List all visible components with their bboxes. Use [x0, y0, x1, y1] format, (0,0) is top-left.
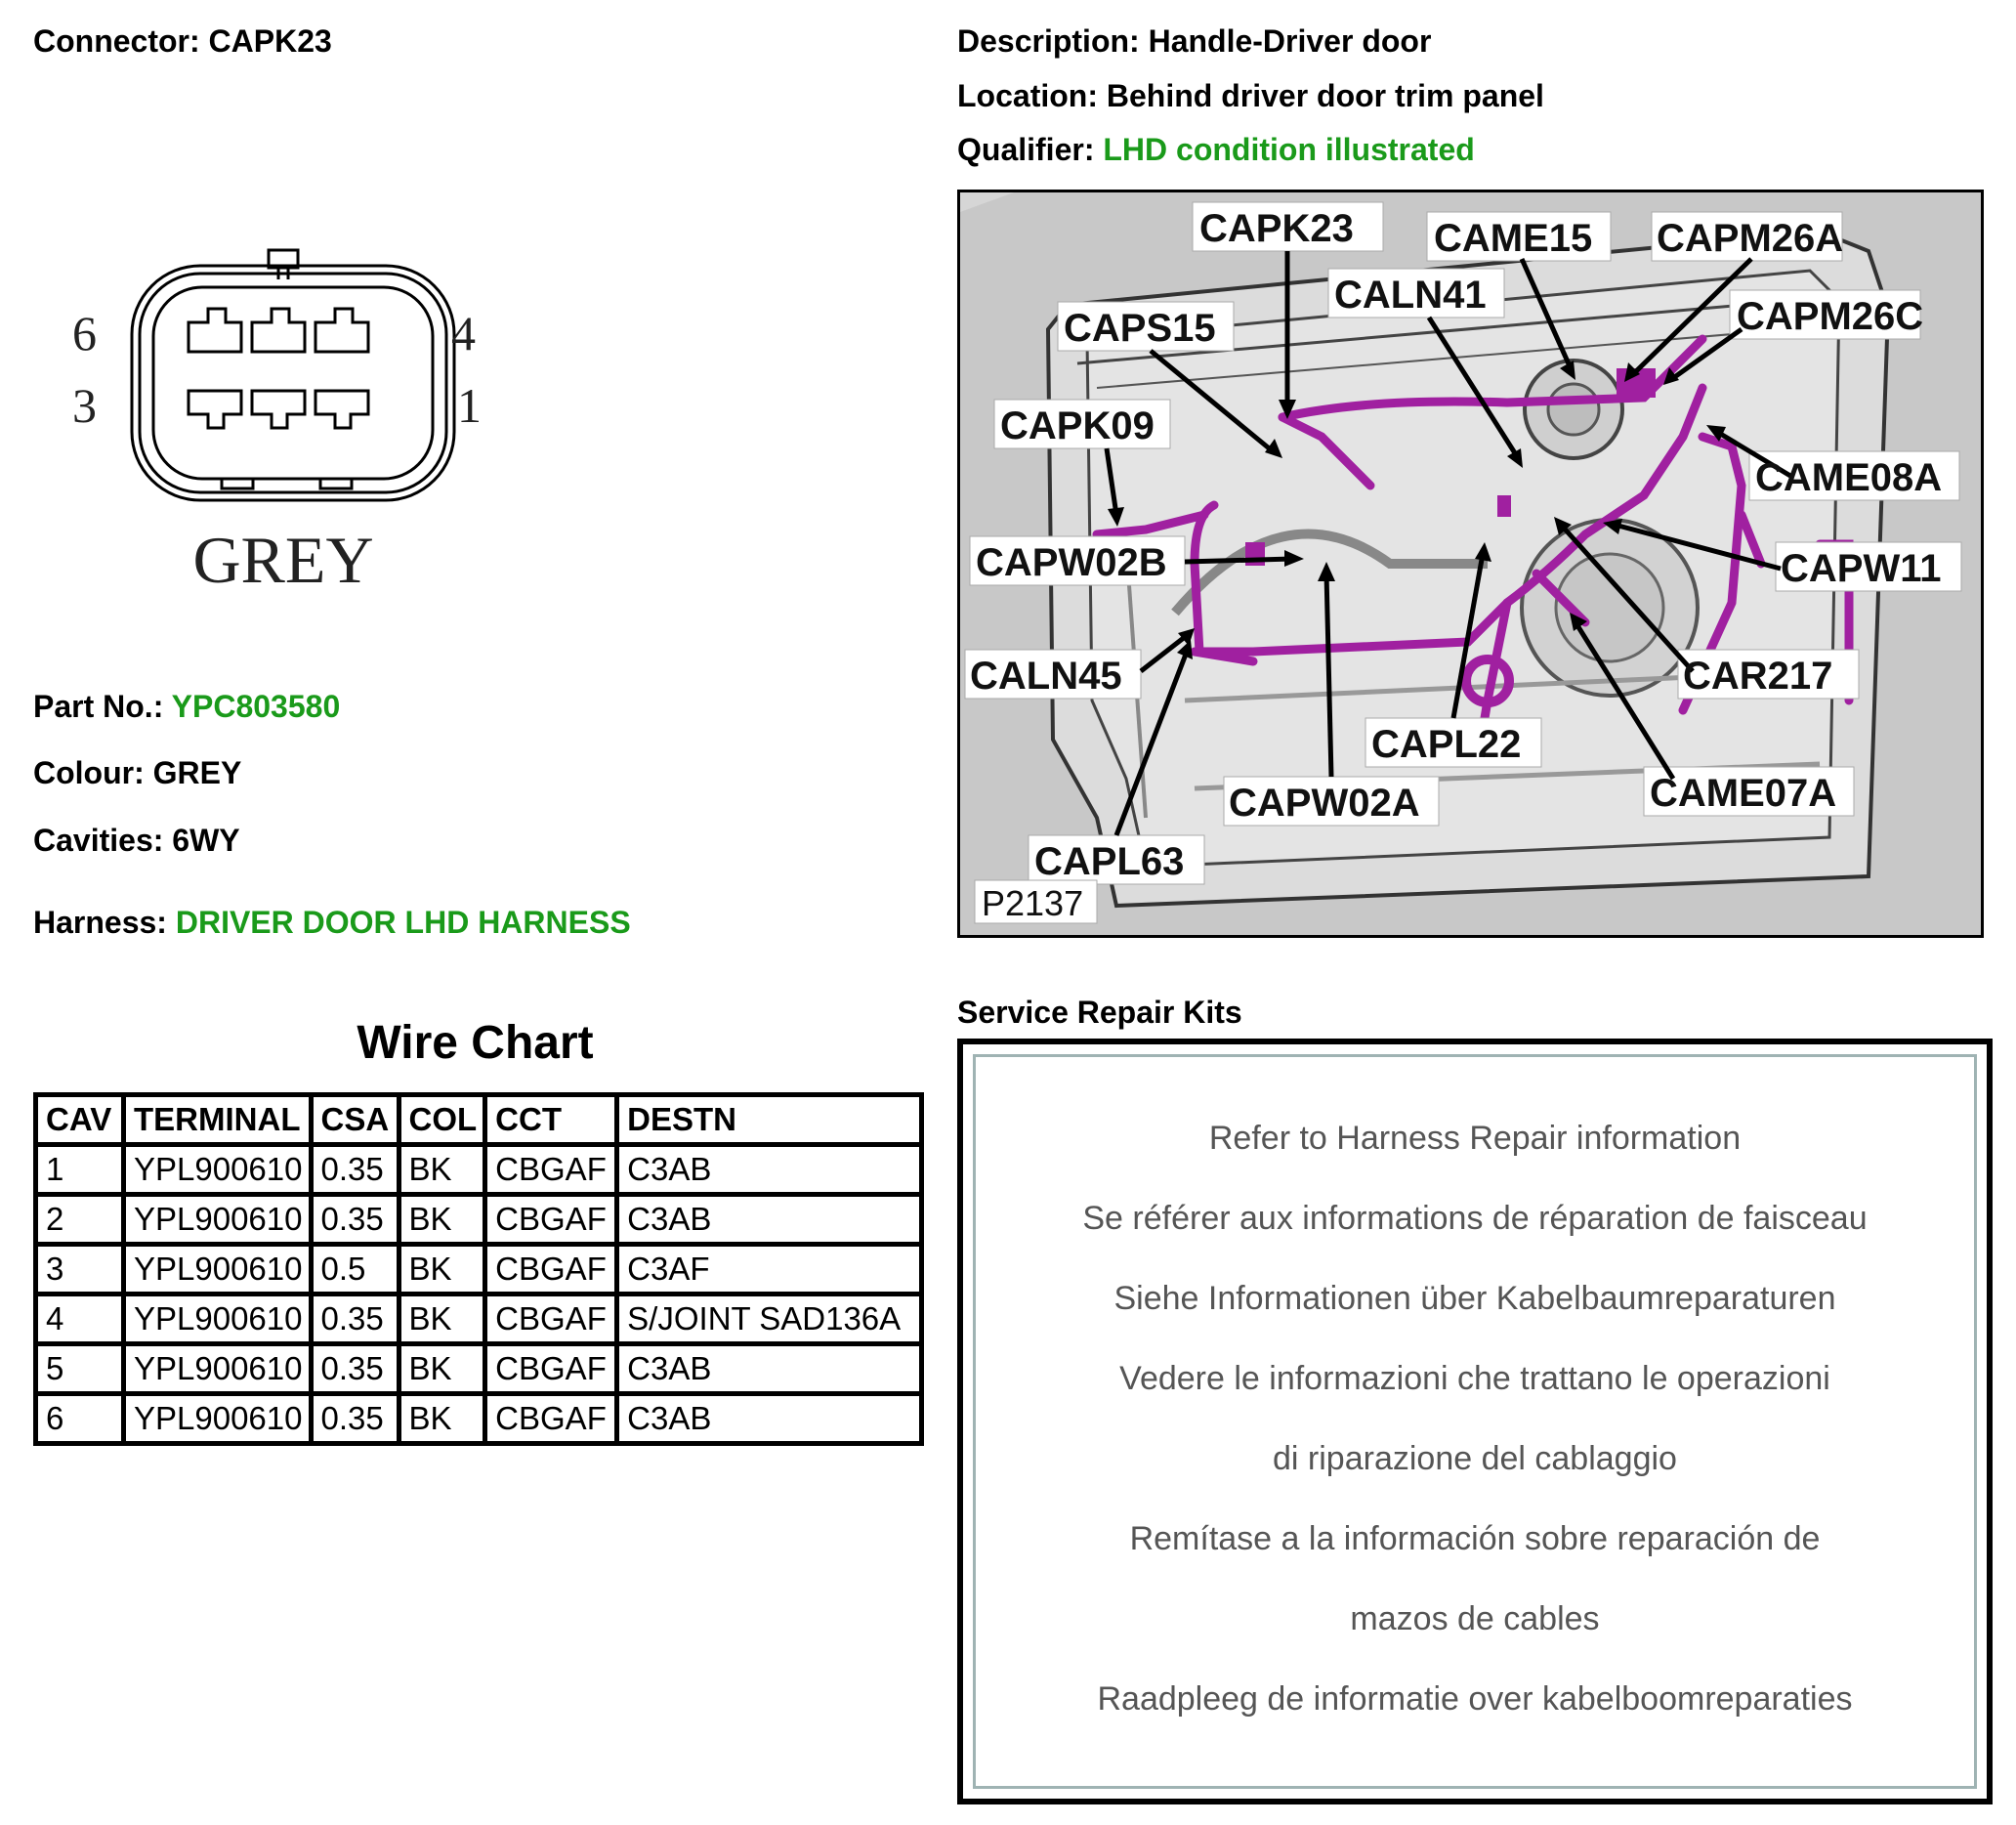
kit-line: di riparazione del cablaggio	[1273, 1440, 1677, 1477]
cell-terminal: YPL900610	[124, 1245, 312, 1294]
connector-label: Connector:	[33, 23, 209, 59]
cell-destn: C3AB	[617, 1145, 922, 1195]
callout-label: CAPL22	[1371, 723, 1522, 766]
callout-label: CAPW11	[1781, 547, 1942, 590]
colour	[33, 755, 241, 791]
connector-title	[33, 23, 332, 60]
wire-chart-title: Wire Chart	[357, 1017, 594, 1069]
kit-line: mazos de cables	[1350, 1600, 1600, 1637]
cell-csa: 0.35	[311, 1394, 399, 1444]
cell-col: BK	[399, 1294, 485, 1344]
cell-terminal: YPL900610	[124, 1145, 312, 1195]
cell-csa: 0.35	[311, 1195, 399, 1245]
pin-label-3: 3	[72, 378, 97, 433]
cell-cct: CBGAF	[485, 1195, 617, 1245]
table-header-row	[36, 1095, 922, 1145]
harness-value: DRIVER DOOR LHD HARNESS	[175, 905, 631, 940]
cavities-value: 6WY	[172, 823, 240, 858]
callout-label: CAME08A	[1755, 456, 1943, 499]
figure-id: P2137	[982, 883, 1084, 923]
colour-value: GREY	[152, 755, 242, 790]
cell-cav: 6	[36, 1394, 124, 1444]
description	[957, 23, 1431, 60]
cell-terminal: YPL900610	[124, 1294, 312, 1344]
description-value: Handle-Driver door	[1148, 23, 1432, 59]
pin-label-6: 6	[72, 306, 97, 361]
qualifier	[957, 132, 1475, 168]
callout-label: CAPL63	[1034, 840, 1185, 883]
table-row	[36, 1344, 922, 1394]
qualifier-value: LHD condition illustrated	[1103, 132, 1475, 167]
table-row	[36, 1394, 922, 1444]
table-row	[36, 1195, 922, 1245]
cell-cav: 2	[36, 1195, 124, 1245]
cell-cav: 4	[36, 1294, 124, 1344]
table-row	[36, 1294, 922, 1344]
kit-line: Raadpleeg de informatie over kabelboomreparaties	[1097, 1680, 1853, 1718]
callout-label: CAPW02A	[1229, 782, 1420, 825]
door-diagram	[960, 192, 1981, 935]
service-repair-kits-title: Service Repair Kits	[957, 995, 1242, 1030]
cell-terminal: YPL900610	[124, 1394, 312, 1444]
cell-cct: CBGAF	[485, 1145, 617, 1195]
callout-label: CAPM26C	[1737, 295, 1924, 338]
colour-label: Colour:	[33, 755, 153, 790]
service-repair-kits-box	[957, 1039, 1993, 1804]
cell-col: BK	[399, 1344, 485, 1394]
callout-label: CALN41	[1334, 274, 1487, 317]
wire-chart-table	[33, 1092, 924, 1446]
header-col: COL	[399, 1095, 485, 1145]
service-repair-kits-inner	[973, 1054, 1977, 1789]
cell-destn: C3AB	[617, 1344, 922, 1394]
callout-label: CAPK23	[1199, 207, 1354, 250]
cell-cct: CBGAF	[485, 1394, 617, 1444]
pin-label-1: 1	[457, 378, 482, 433]
cell-col: BK	[399, 1195, 485, 1245]
pin-label-4: 4	[451, 306, 476, 361]
cell-csa: 0.35	[311, 1344, 399, 1394]
kit-line: Vedere le informazioni che trattano le operazioni	[1119, 1360, 1830, 1397]
callout-label: CAPM26A	[1657, 217, 1844, 260]
header-destn: DESTN	[617, 1095, 922, 1145]
cell-csa: 0.35	[311, 1145, 399, 1195]
cell-col: BK	[399, 1394, 485, 1444]
callout-label: CAPW02B	[976, 541, 1167, 584]
header-cav: CAV	[36, 1095, 124, 1145]
connector-face-drawing	[59, 234, 508, 625]
part-no-value: YPC803580	[171, 689, 341, 724]
connector-colour-text: GREY	[192, 523, 374, 597]
service-repair-kits-text	[976, 1098, 1974, 1739]
callout-label: CAPS15	[1064, 307, 1216, 350]
cell-destn: C3AB	[617, 1394, 922, 1444]
cell-cct: CBGAF	[485, 1344, 617, 1394]
connector-location-figure	[957, 190, 1984, 938]
cell-cct: CBGAF	[485, 1245, 617, 1294]
location	[957, 78, 1544, 114]
callout-label: CAME15	[1434, 217, 1593, 260]
header-csa: CSA	[311, 1095, 399, 1145]
kit-line: Siehe Informationen über Kabelbaumreparaturen	[1113, 1280, 1836, 1317]
cavities	[33, 823, 240, 859]
cell-col: BK	[399, 1245, 485, 1294]
callout-label: CAR217	[1683, 655, 1833, 698]
cell-destn: C3AF	[617, 1245, 922, 1294]
cell-col: BK	[399, 1145, 485, 1195]
header-terminal: TERMINAL	[124, 1095, 312, 1145]
description-label: Description:	[957, 23, 1149, 59]
harness	[33, 905, 631, 941]
cell-cav: 5	[36, 1344, 124, 1394]
part-number	[33, 689, 340, 725]
cell-destn: C3AB	[617, 1195, 922, 1245]
cell-cav: 1	[36, 1145, 124, 1195]
cell-terminal: YPL900610	[124, 1344, 312, 1394]
location-value: Behind driver door trim panel	[1106, 78, 1544, 113]
cell-csa: 0.35	[311, 1294, 399, 1344]
part-no-label: Part No.:	[33, 689, 172, 724]
location-label: Location:	[957, 78, 1107, 113]
cell-csa: 0.5	[311, 1245, 399, 1294]
cell-destn: S/JOINT SAD136A	[617, 1294, 922, 1344]
qualifier-label: Qualifier:	[957, 132, 1104, 167]
callout-label: CAPK09	[1000, 404, 1155, 447]
callout-label: CALN45	[970, 655, 1122, 698]
callout-label: CAME07A	[1650, 772, 1837, 815]
cell-cav: 3	[36, 1245, 124, 1294]
kit-line: Se référer aux informations de réparation de faisceau	[1082, 1200, 1868, 1237]
connector-value: CAPK23	[208, 23, 332, 59]
kit-line: Remítase a la información sobre reparación de	[1129, 1520, 1821, 1557]
table-row	[36, 1245, 922, 1294]
kit-line: Refer to Harness Repair information	[1208, 1120, 1742, 1157]
cell-terminal: YPL900610	[124, 1195, 312, 1245]
cell-cct: CBGAF	[485, 1294, 617, 1344]
table-row	[36, 1145, 922, 1195]
header-cct: CCT	[485, 1095, 617, 1145]
harness-label: Harness:	[33, 905, 176, 940]
cavities-label: Cavities:	[33, 823, 173, 858]
